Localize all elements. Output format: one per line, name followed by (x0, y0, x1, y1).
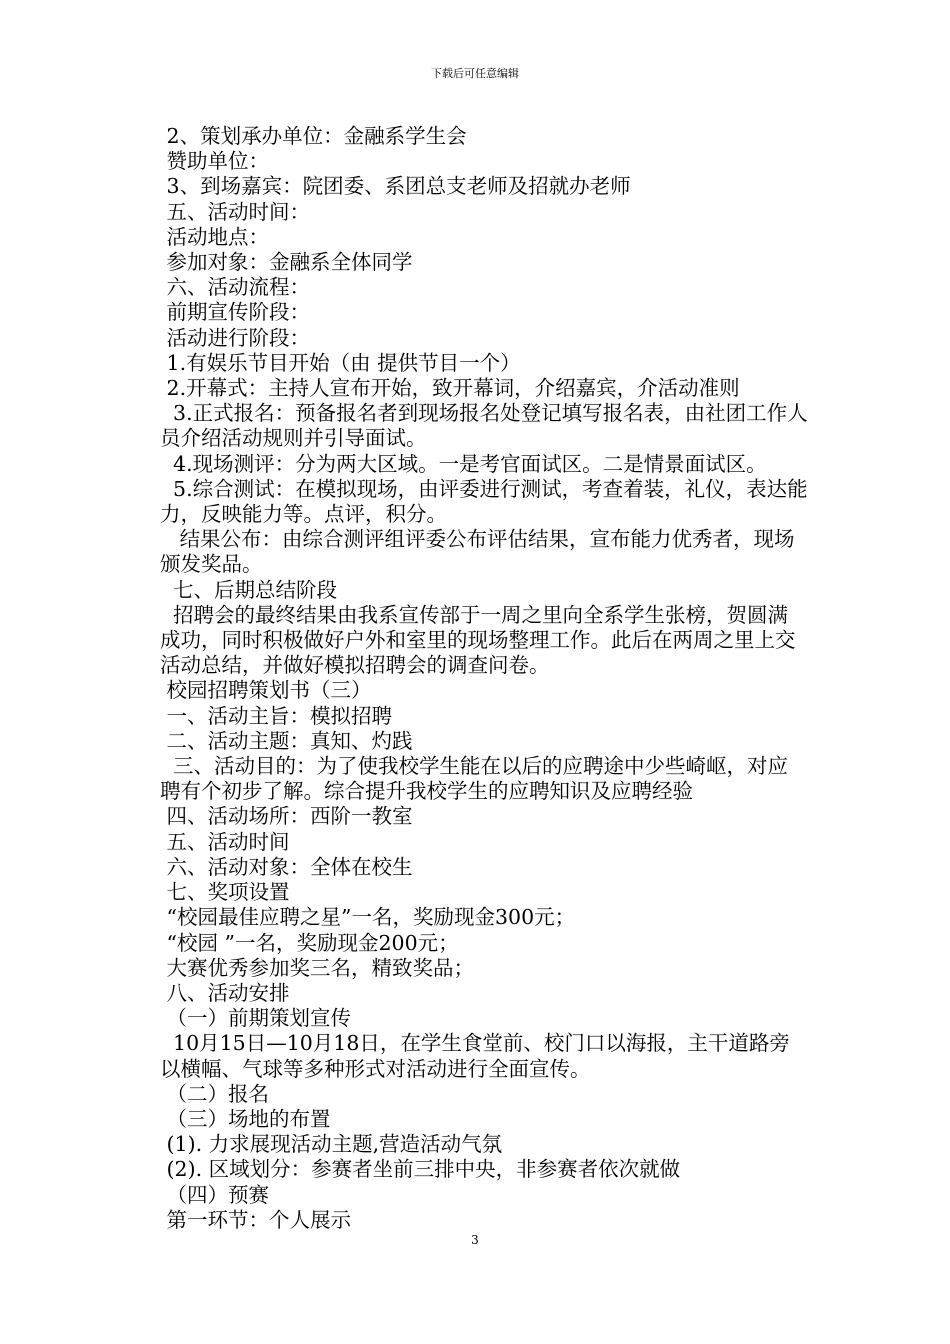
paragraph: “校园最佳应聘之星”一名，奖励现金300元； (160, 905, 576, 930)
paragraph: 五、活动时间： (160, 199, 311, 224)
paragraph: 5.综合测试：在模拟现场，由评委进行测试，考查着装，礼仪，表达能力，反映能力等。点评，积分。 (160, 476, 808, 527)
paragraph: （一）前期策划宣传 (160, 1006, 352, 1031)
paragraph: 三、活动目的：为了使我校学生能在以后的应聘途中少些崎岖，对应聘有个初步了解。综合提升我校学生的应聘知识及应聘经验 (160, 754, 789, 804)
paragraph: 1.有娱乐节目开始（由 提供节目一个） (160, 350, 521, 375)
paragraph: 大赛优秀参加奖三名，精致奖品； (160, 955, 475, 980)
document-body (160, 124, 808, 1233)
paragraph: （四）预赛 (160, 1182, 270, 1207)
paragraph: 4.现场测评：分为两大区域。一是考官面试区。二是情景面试区。 (160, 451, 767, 476)
paragraph: 八、活动安排 (160, 980, 290, 1005)
paragraph: “校园 ”一名，奖励现金200元； (160, 930, 459, 955)
paragraph: 第一环节：个人展示 (160, 1207, 352, 1232)
paragraph: 2.开幕式：主持人宣布开始，致开幕词，介绍嘉宾，介活动准则 (160, 376, 740, 401)
paragraph: 活动地点： (160, 224, 270, 249)
paragraph: (1). 力求展现活动主题,营造活动气氛 (160, 1132, 503, 1157)
paragraph: 一、活动主旨：模拟招聘 (160, 703, 393, 728)
paragraph: 结果公布：由综合测评组评委公布评估结果，宣布能力优秀者，现场颁发奖品。 (160, 527, 795, 577)
paragraph: 3、到场嘉宾：院团委、系团总支老师及招就办老师 (160, 174, 631, 199)
paragraph: 赞助单位： (160, 149, 270, 174)
paragraph: 3.正式报名：预备报名者到现场报名处登记填写报名表，由社团工作人员介绍活动规则并引导面试。 (160, 401, 808, 451)
paragraph: 七、奖项设置 (160, 880, 290, 905)
paragraph: 四、活动场所：西阶一教室 (160, 804, 413, 829)
paragraph: (2). 区域划分：参赛者坐前三排中央，非参赛者依次就做 (160, 1157, 681, 1182)
page-number: 3 (471, 1233, 479, 1247)
paragraph: （二）报名 (160, 1081, 270, 1106)
paragraph: 校园招聘策划书（三） (160, 678, 372, 703)
paragraph: 六、活动流程： (160, 275, 311, 300)
paragraph: 参加对象：金融系全体同学 (160, 250, 413, 275)
paragraph: （三）场地的布置 (160, 1106, 331, 1131)
paragraph: 10月15日—10月18日，在学生食堂前、校门口以海报，主干道路旁以横幅、气球等多种形式对活动进行全面宣传。 (160, 1031, 790, 1081)
paragraph: 五、活动时间 (160, 829, 290, 854)
paragraph: 七、后期总结阶段 (160, 577, 338, 602)
paragraph: 二、活动主题：真知、灼践 (160, 728, 413, 753)
paragraph: 活动进行阶段： (160, 325, 311, 350)
paragraph: 招聘会的最终结果由我系宣传部于一周之里向全系学生张榜，贺圆满成功，同时积极做好户外和室里的现场整理工作。此后在两周之里上交活动总结，并做好模拟招聘会的调查问卷。 (160, 602, 796, 678)
paragraph: 前期宣传阶段： (160, 300, 311, 325)
page-header: 下载后可任意编辑 (431, 67, 519, 80)
paragraph: 六、活动对象：全体在校生 (160, 854, 413, 879)
paragraph: 2、策划承办单位：金融系学生会 (160, 124, 467, 148)
